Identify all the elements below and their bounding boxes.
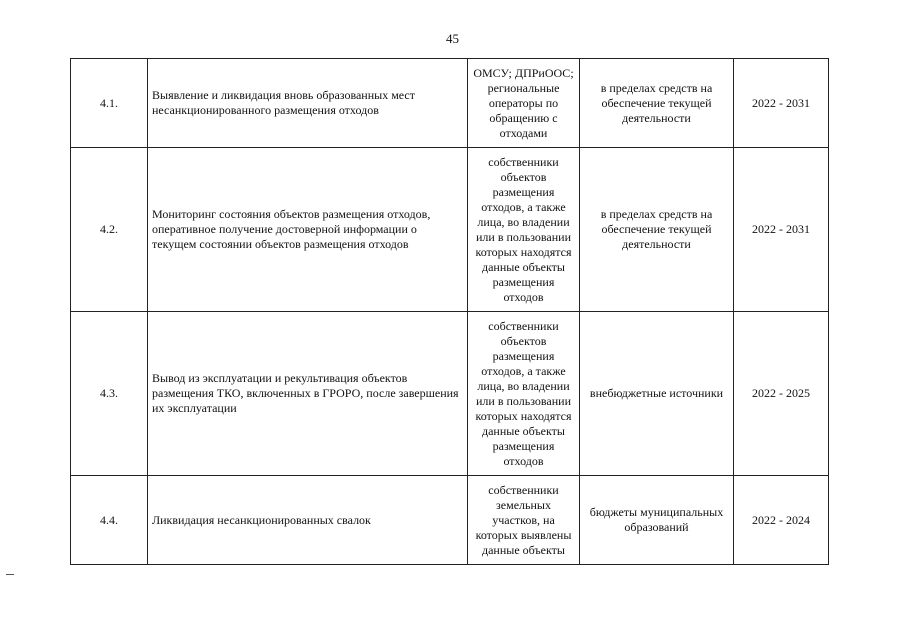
financing-source: внебюджетные источники xyxy=(580,312,734,476)
period: 2022 - 2024 xyxy=(734,476,829,565)
table-row xyxy=(71,148,829,312)
financing-source: в пределах средств на обеспечение текущей деятельности xyxy=(580,148,734,312)
measure-name: Вывод из эксплуатации и рекультивация объектов размещения ТКО, включенных в ГРОРО, после завершения их эксплуатации xyxy=(148,312,468,476)
financing-source: бюджеты муниципальных образований xyxy=(580,476,734,565)
item-number: 4.1. xyxy=(71,59,148,148)
executors: собственники объектов размещения отходов, а также лица, во владении или в пользовании которых находятся данные объекты размещения отходов xyxy=(468,312,580,476)
table-row xyxy=(71,312,829,476)
page-number: 45 xyxy=(446,31,459,46)
financing-source: в пределах средств на обеспечение текущей деятельности xyxy=(580,59,734,148)
item-number: 4.3. xyxy=(71,312,148,476)
item-number: 4.2. xyxy=(71,148,148,312)
table-row xyxy=(71,59,829,148)
measure-name: Мониторинг состояния объектов размещения отходов, оперативное получение достоверной информации о текущем состоянии объектов размещения отходов xyxy=(148,148,468,312)
period: 2022 - 2031 xyxy=(734,59,829,148)
period: 2022 - 2031 xyxy=(734,148,829,312)
measure-name: Выявление и ликвидация вновь образованных мест несанкционированного размещения отходов xyxy=(148,59,468,148)
measures-table xyxy=(70,58,829,565)
period: 2022 - 2025 xyxy=(734,312,829,476)
item-number: 4.4. xyxy=(71,476,148,565)
executors: собственники объектов размещения отходов, а также лица, во владении или в пользовании которых находятся данные объекты размещения отходов xyxy=(468,148,580,312)
measure-name: Ликвидация несанкционированных свалок xyxy=(148,476,468,565)
executors: ОМСУ; ДПРиООС; региональные операторы по обращению с отходами xyxy=(468,59,580,148)
scan-edge-mark xyxy=(6,574,14,575)
executors: собственники земельных участков, на которых выявлены данные объекты xyxy=(468,476,580,565)
table-row xyxy=(71,476,829,565)
